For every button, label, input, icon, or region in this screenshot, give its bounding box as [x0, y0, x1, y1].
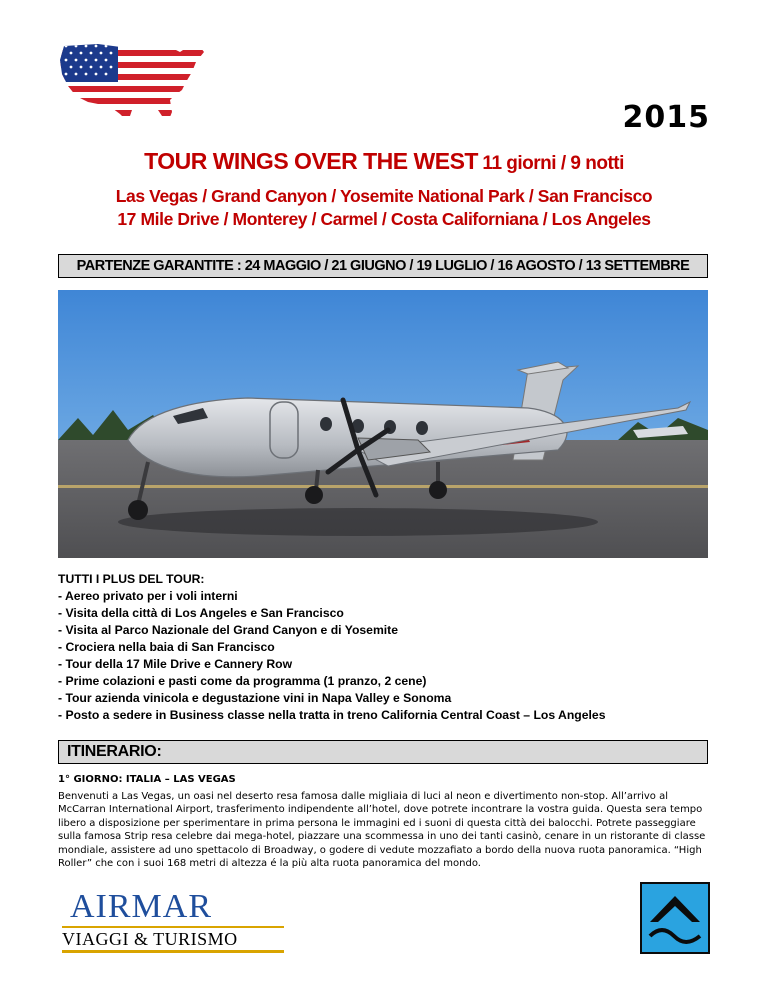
departures-bar: PARTENZE GARANTITE : 24 MAGGIO / 21 GIUGNO / 19 LUGLIO / 16 AGOSTO / 13 SETTEMBRE — [58, 254, 708, 278]
tour-name: TOUR WINGS OVER THE WEST — [144, 148, 478, 174]
plus-item: - Tour della 17 Mile Drive e Cannery Row — [58, 657, 293, 671]
airmar-emblem-icon — [640, 882, 710, 954]
year-heading: 2015 — [622, 100, 710, 135]
itinerary-heading: ITINERARIO: — [58, 740, 708, 764]
plus-item: - Tour azienda vinicola e degustazione vini in Napa Valley e Sonoma — [58, 691, 452, 705]
logo-subtitle: VIAGGI & TURISMO — [62, 928, 284, 953]
plus-item: - Aereo privato per i voli interni — [58, 589, 238, 603]
plus-heading: TUTTI I PLUS DEL TOUR: — [58, 572, 205, 586]
plus-item: - Prime colazioni e pasti come da programma (1 pranzo, 2 cene) — [58, 674, 427, 688]
route-line-1: Las Vegas / Grand Canyon / Yosemite National Park / San Francisco — [115, 186, 653, 206]
plus-item: - Posto a sedere in Business classe nella tratta in treno California Central Coast – Los Angeles — [58, 708, 606, 722]
day-1-title: 1° GIORNO: ITALIA – LAS VEGAS — [58, 774, 236, 785]
private-plane-photo — [58, 290, 708, 558]
airmar-logo — [62, 890, 284, 953]
tour-duration: 11 giorni / 9 notti — [482, 153, 624, 174]
usa-flag-map-image — [58, 38, 210, 126]
plus-item: - Visita al Parco Nazionale del Grand Canyon e di Yosemite — [58, 623, 399, 637]
day-1-description: Benvenuti a Las Vegas, un oasi nel deserto resa famosa dalle migliaia di luci al neon e divertimento non-stop. All’arrivo al McCarran International Airport, trasferimento indipendente all’hotel, dove potrete incontrare la vostra guida. Questa sera tempo libero a disposizione per sperimentare in prima persona le immagini ed i suoni di questa città dei balocchi. Potrete passeggiare sulla famosa Strip resa celebre dai mega-hotel, piazzare una scommessa in uno dei tanti casinò, cenare in un ristorante di classe mondiale, assistere ad uno spettacolo di Broadway, o godere di vedute mozzafiato a bordo della nuova ruota panoramica. “High Roller” che con i suoi 168 metri di altezza é la più alta ruota panoramica del mondo. — [58, 791, 706, 870]
plus-item: - Crociera nella baia di San Francisco — [58, 640, 275, 654]
tour-plus-list — [58, 571, 718, 724]
plus-item: - Visita della città di Los Angeles e San Francisco — [58, 606, 344, 620]
route-line-2: 17 Mile Drive / Monterey / Carmel / Costa Californiana / Los Angeles — [117, 209, 651, 229]
tour-title — [0, 148, 768, 175]
logo-name: AIRMAR — [70, 888, 213, 925]
